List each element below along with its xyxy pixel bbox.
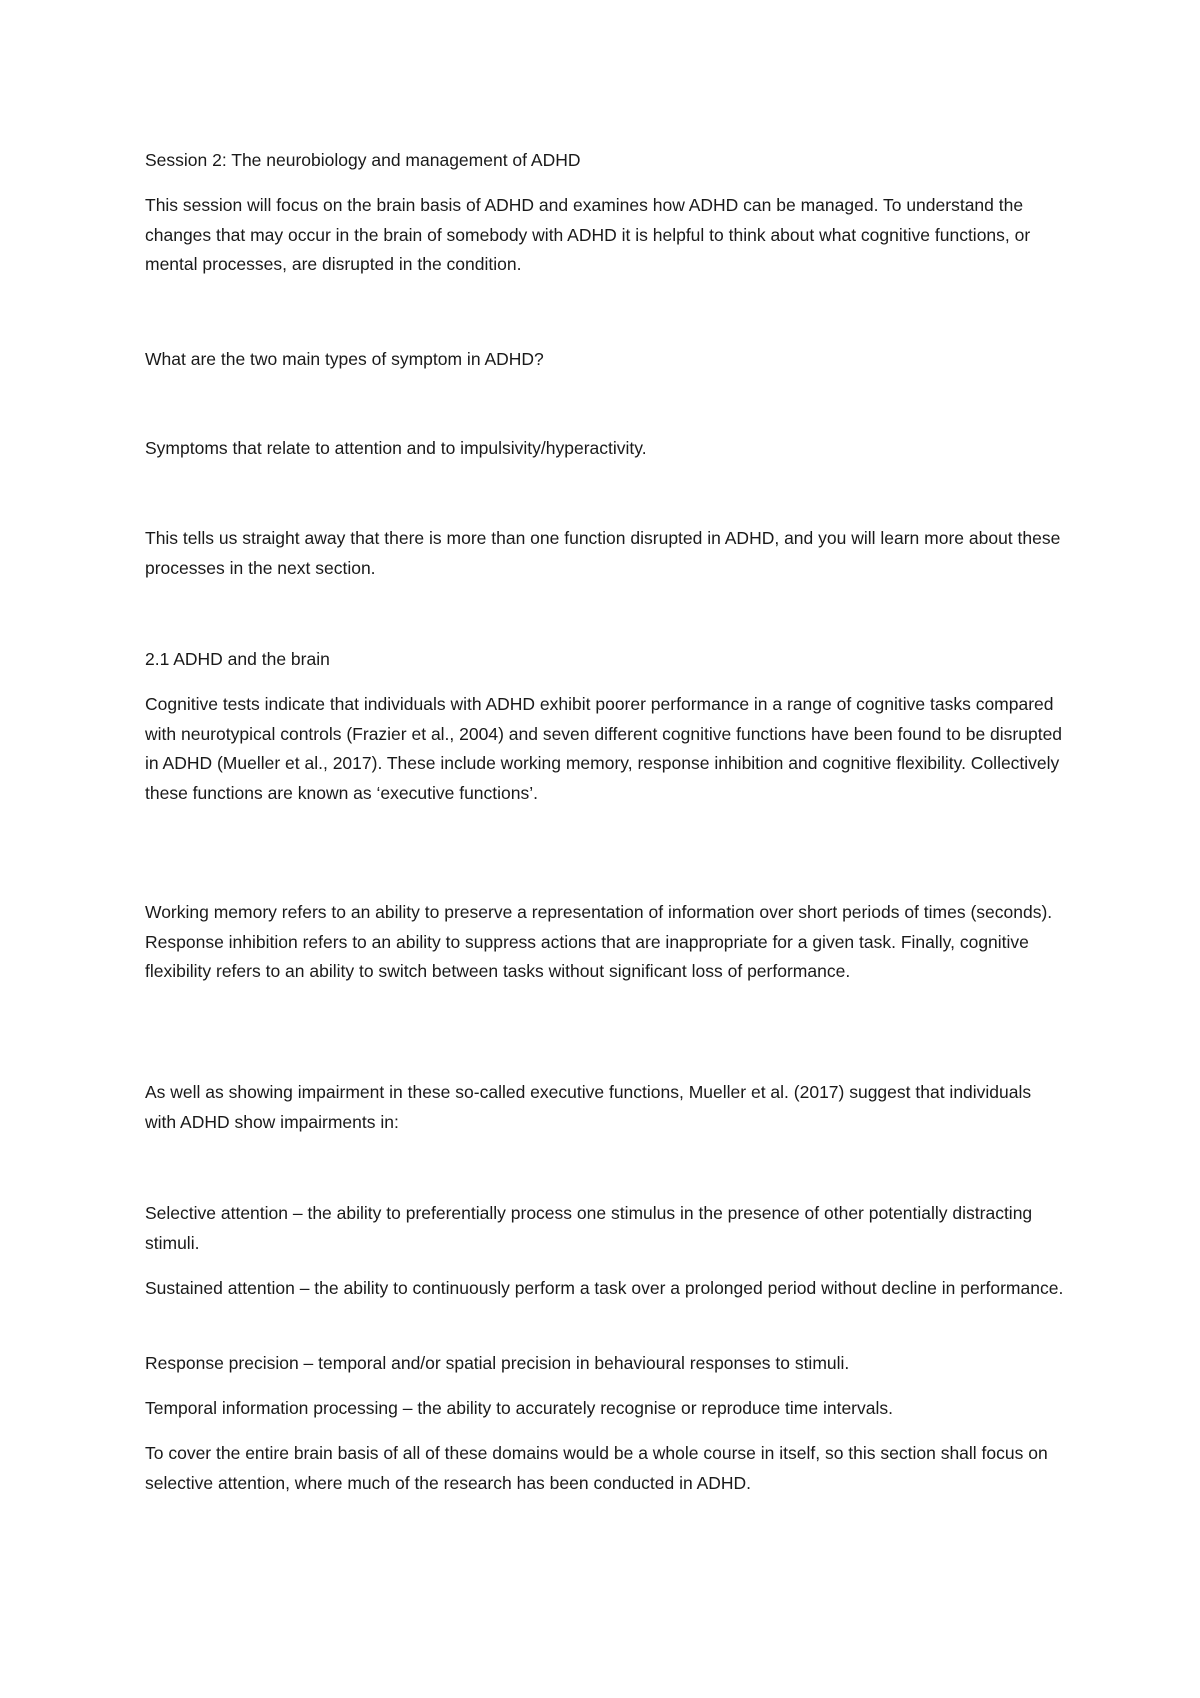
as-well-paragraph: As well as showing impairment in these so-called executive functions, Mueller et al. (2017) suggest that individuals with ADHD show impairments in: (145, 1082, 1032, 1132)
list-item-selective-attention: Selective attention – the ability to preferentially process one stimulus in the presence of other potentially distracting stimuli. (145, 1203, 1033, 1253)
list-item-sustained-attention: Sustained attention – the ability to continuously perform a task over a prolonged period without decline in performance. (145, 1278, 1064, 1298)
list-item-response-precision: Response precision – temporal and/or spatial precision in behavioural responses to stimuli. (145, 1353, 850, 1373)
cognitive-tests-paragraph: Cognitive tests indicate that individuals with ADHD exhibit poorer performance in a range of cognitive tasks compared with neurotypical controls (Frazier et al., 2004) and seven different cognitive functions have been found to be disrupted in ADHD (Mueller et al., 2017). These include working memory, response inhibition and cognitive flexibility. Collectively these functions are known as ‘executive functions’. (145, 694, 1063, 803)
closing-paragraph: To cover the entire brain basis of all of these domains would be a whole course in itself, so this section shall focus on selective attention, where much of the research has been conducted in ADHD. (145, 1443, 1048, 1493)
list-item-temporal-processing: Temporal information processing – the ability to accurately recognise or reproduce time intervals. (145, 1398, 893, 1418)
question-text: What are the two main types of symptom in ADHD? (145, 349, 544, 369)
section-heading: 2.1 ADHD and the brain (145, 649, 330, 669)
working-memory-paragraph: Working memory refers to an ability to preserve a representation of information over short periods of times (seconds). Response inhibition refers to an ability to suppress actions that are inappropriate for a given task. Finally, cognitive flexibility refers to an ability to switch between tasks without significant loss of performance. (145, 902, 1053, 981)
session-title: Session 2: The neurobiology and management of ADHD (145, 150, 581, 170)
tells-us-paragraph: This tells us straight away that there is more than one function disrupted in ADHD, and you will learn more about these processes in the next section. (145, 528, 1061, 578)
answer-text: Symptoms that relate to attention and to impulsivity/hyperactivity. (145, 438, 647, 458)
intro-paragraph: This session will focus on the brain basis of ADHD and examines how ADHD can be managed. To understand the changes that may occur in the brain of somebody with ADHD it is helpful to think about what cognitive functions, or mental processes, are disrupted in the condition. (145, 195, 1031, 274)
